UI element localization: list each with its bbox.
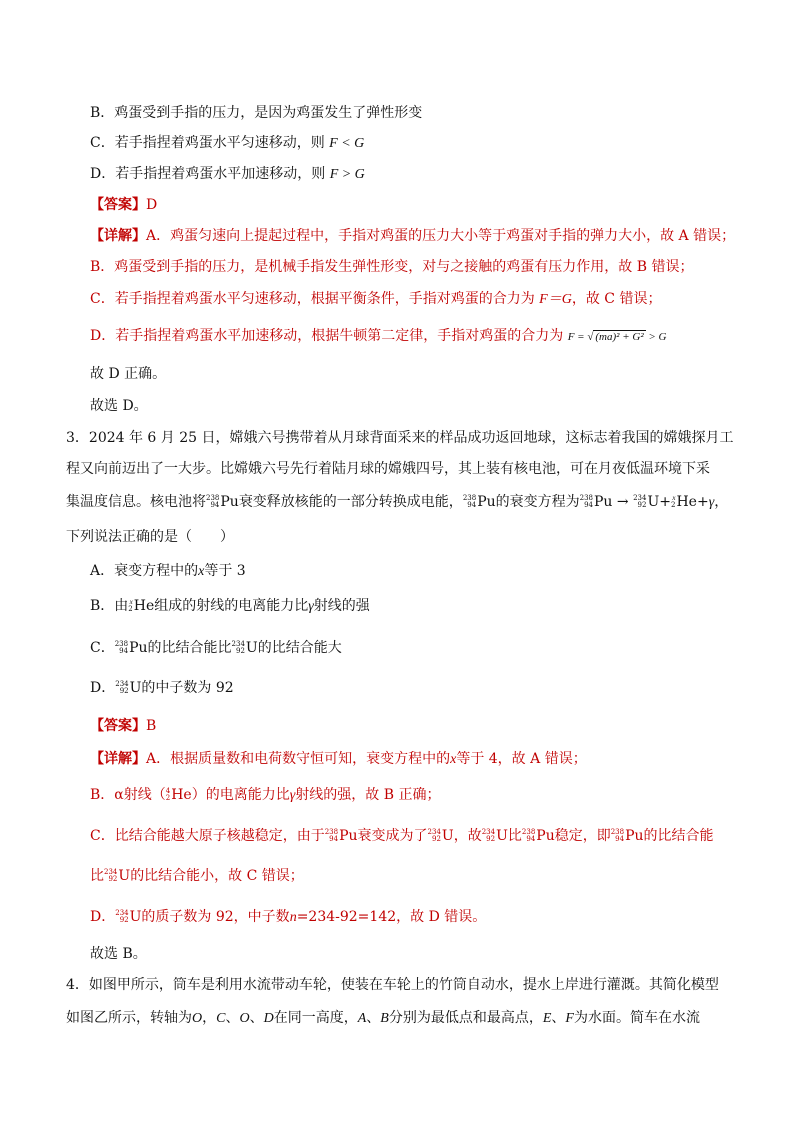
q3-detail-a: 【详解】A．根据质量数和电荷数守恒可知，衰变方程中的x等于 4，故 A 错误；: [90, 751, 587, 767]
u-234-nuclide: 234 92 U: [115, 909, 142, 925]
q3-stem-line1: 3．2024 年 6 月 25 日，嫦娥六号携带着从月球背面采来的样品成功返回地球，这标志着我国的嫦娥探月工: [66, 430, 734, 446]
detail-c-expr: F＝G: [539, 292, 572, 307]
q3-detail-c-line1: C．比结合能越大原子核越稳定，由于 238 94 Pu衰变成为了 234 92 U，故 234 92 U比 238 94 Pu稳定，即 238 94 Pu的比结合能: [90, 828, 714, 844]
he-x-nuclide: x 2 He: [671, 494, 697, 510]
u-234-nuclide: 234 92 U: [427, 828, 454, 844]
q3-stem-line2: 程又向前迈出了一大步。比嫦娥六号先行着陆月球的嫦娥四号，其上装有核电池，可在月夜低温环境下采: [66, 461, 710, 477]
pu-238-nuclide: 238 94 Pu: [610, 828, 644, 844]
q3-detail-c-line2: 比 234 92 U的比结合能小，故 C 错误；: [90, 868, 304, 884]
q3-choose: 故选 B。: [90, 946, 147, 962]
stem-text: 衰变释放核能的一部分转换成电能，: [238, 494, 463, 510]
q2-option-d: [90, 164, 365, 185]
u-234-nuclide: 234 92 U: [481, 828, 508, 844]
q2-choose: 故选 D。: [90, 398, 148, 414]
q3-detail-d: D． 234 92 U的质子数为 92，中子数n=234-92=142，故 D 错误。: [90, 909, 487, 925]
detail-d-text: D．若手指捏着鸡蛋水平加速移动，根据牛顿第二定律，手指对鸡蛋的合力为: [90, 328, 564, 344]
u-234-nuclide: 234 92 U: [633, 494, 660, 510]
q3-answer: [90, 716, 156, 736]
q2-option-c-expr: F < G: [329, 136, 365, 151]
he-4-nuclide: 4 2 He: [165, 787, 192, 803]
u-234-nuclide: 234 92 U: [115, 680, 142, 696]
gamma-symbol: γ: [708, 495, 715, 510]
q2-option-d-expr: F > G: [329, 167, 365, 182]
reaction-arrow: →: [616, 494, 629, 510]
answer-label: 【答案】: [90, 718, 146, 734]
pu-238-nuclide: 238 94 Pu: [462, 494, 496, 510]
detail-label: 【详解】: [90, 228, 146, 244]
q2-detail-a: [90, 226, 735, 246]
answer-value: B: [146, 718, 157, 734]
q4-stem-line2: 如图乙所示，转轴为O，C、O、D在同一高度，A、B分别为最低点和最高点，E、F为水面。简车在水流: [66, 1010, 700, 1026]
pu-238-nuclide: 238 94 Pu: [206, 494, 239, 510]
q2-detail-b: B．鸡蛋受到手指的压力，是机械手指发生弹性形变，对与之接触的鸡蛋有压力作用，故 B 错误；: [90, 259, 694, 275]
q3-option-a[interactable]: A．衰变方程中的x等于 3: [90, 563, 246, 579]
answer-value: D: [146, 197, 158, 213]
u-234-nuclide: 234 92 U: [231, 640, 258, 656]
answer-label: 【答案】: [90, 197, 146, 213]
q3-stem-line4: 下列说法正确的是（ ）: [66, 529, 234, 545]
stem-text: 集温度信息。核电池将: [66, 494, 206, 510]
stem-text: 的衰变方程为: [495, 494, 580, 510]
he-x-nuclide: x 2 He: [128, 598, 155, 614]
detail-c-text: C．若手指捏着鸡蛋水平匀速移动，根据平衡条件，手指对鸡蛋的合力为: [90, 291, 535, 307]
q2-detail-c: [90, 289, 661, 310]
q2-answer: [90, 195, 157, 215]
q3-option-d[interactable]: D． 234 92 U的中子数为 92: [90, 680, 234, 696]
q2-conclusion: 故 D 正确。: [90, 366, 167, 382]
q2-option-c: [90, 133, 364, 154]
q3-detail-b: B．α射线（ 4 2 He）的电离能力比γ射线的强，故 B 正确；: [90, 787, 441, 803]
pu-238-nuclide: 238 94 Pu: [324, 828, 358, 844]
detail-a-text: A．鸡蛋匀速向上提起过程中，手指对鸡蛋的压力大小等于鸡蛋对手指的弹力大小，故 A 错误；: [146, 228, 736, 244]
pu-238-nuclide: 238 94 Pu: [521, 828, 555, 844]
q3-option-b[interactable]: B．由 x 2 He组成的射线的电离能力比γ射线的强: [90, 598, 370, 614]
q4-stem-line1: 4．如图甲所示，筒车是利用水流带动车轮，使装在车轮上的竹筒自动水，提水上岸进行灌溉。其简化模型: [66, 977, 719, 993]
q3-stem-line3: 集温度信息。核电池将 238 94 Pu衰变释放核能的一部分转换成电能， 238 94 Pu的衰变方程为 238 94 Pu → 234 92 U+ x 2 He+γ，: [66, 494, 729, 510]
u-234-nuclide: 234 92 U: [104, 868, 131, 884]
q2-option-d-text: D．若手指捏着鸡蛋水平加速移动，则: [90, 166, 326, 182]
q2-option-c-text: C．若手指捏着鸡蛋水平匀速移动，则: [90, 135, 325, 151]
q2-option-b: B．鸡蛋受到手指的压力，是因为鸡蛋发生了弹性形变: [90, 105, 423, 121]
q2-detail-d: [90, 326, 667, 347]
pu-238-nuclide: 238 94 Pu: [579, 494, 613, 510]
detail-d-formula: F = √ (ma)² + G² > G: [567, 331, 667, 343]
pu-238-nuclide: 238 94 Pu: [114, 640, 148, 656]
q3-option-c[interactable]: C． 238 94 Pu的比结合能比 234 92 U的比结合能大: [90, 640, 342, 656]
detail-c-suffix: ，故 C 错误；: [571, 291, 662, 307]
